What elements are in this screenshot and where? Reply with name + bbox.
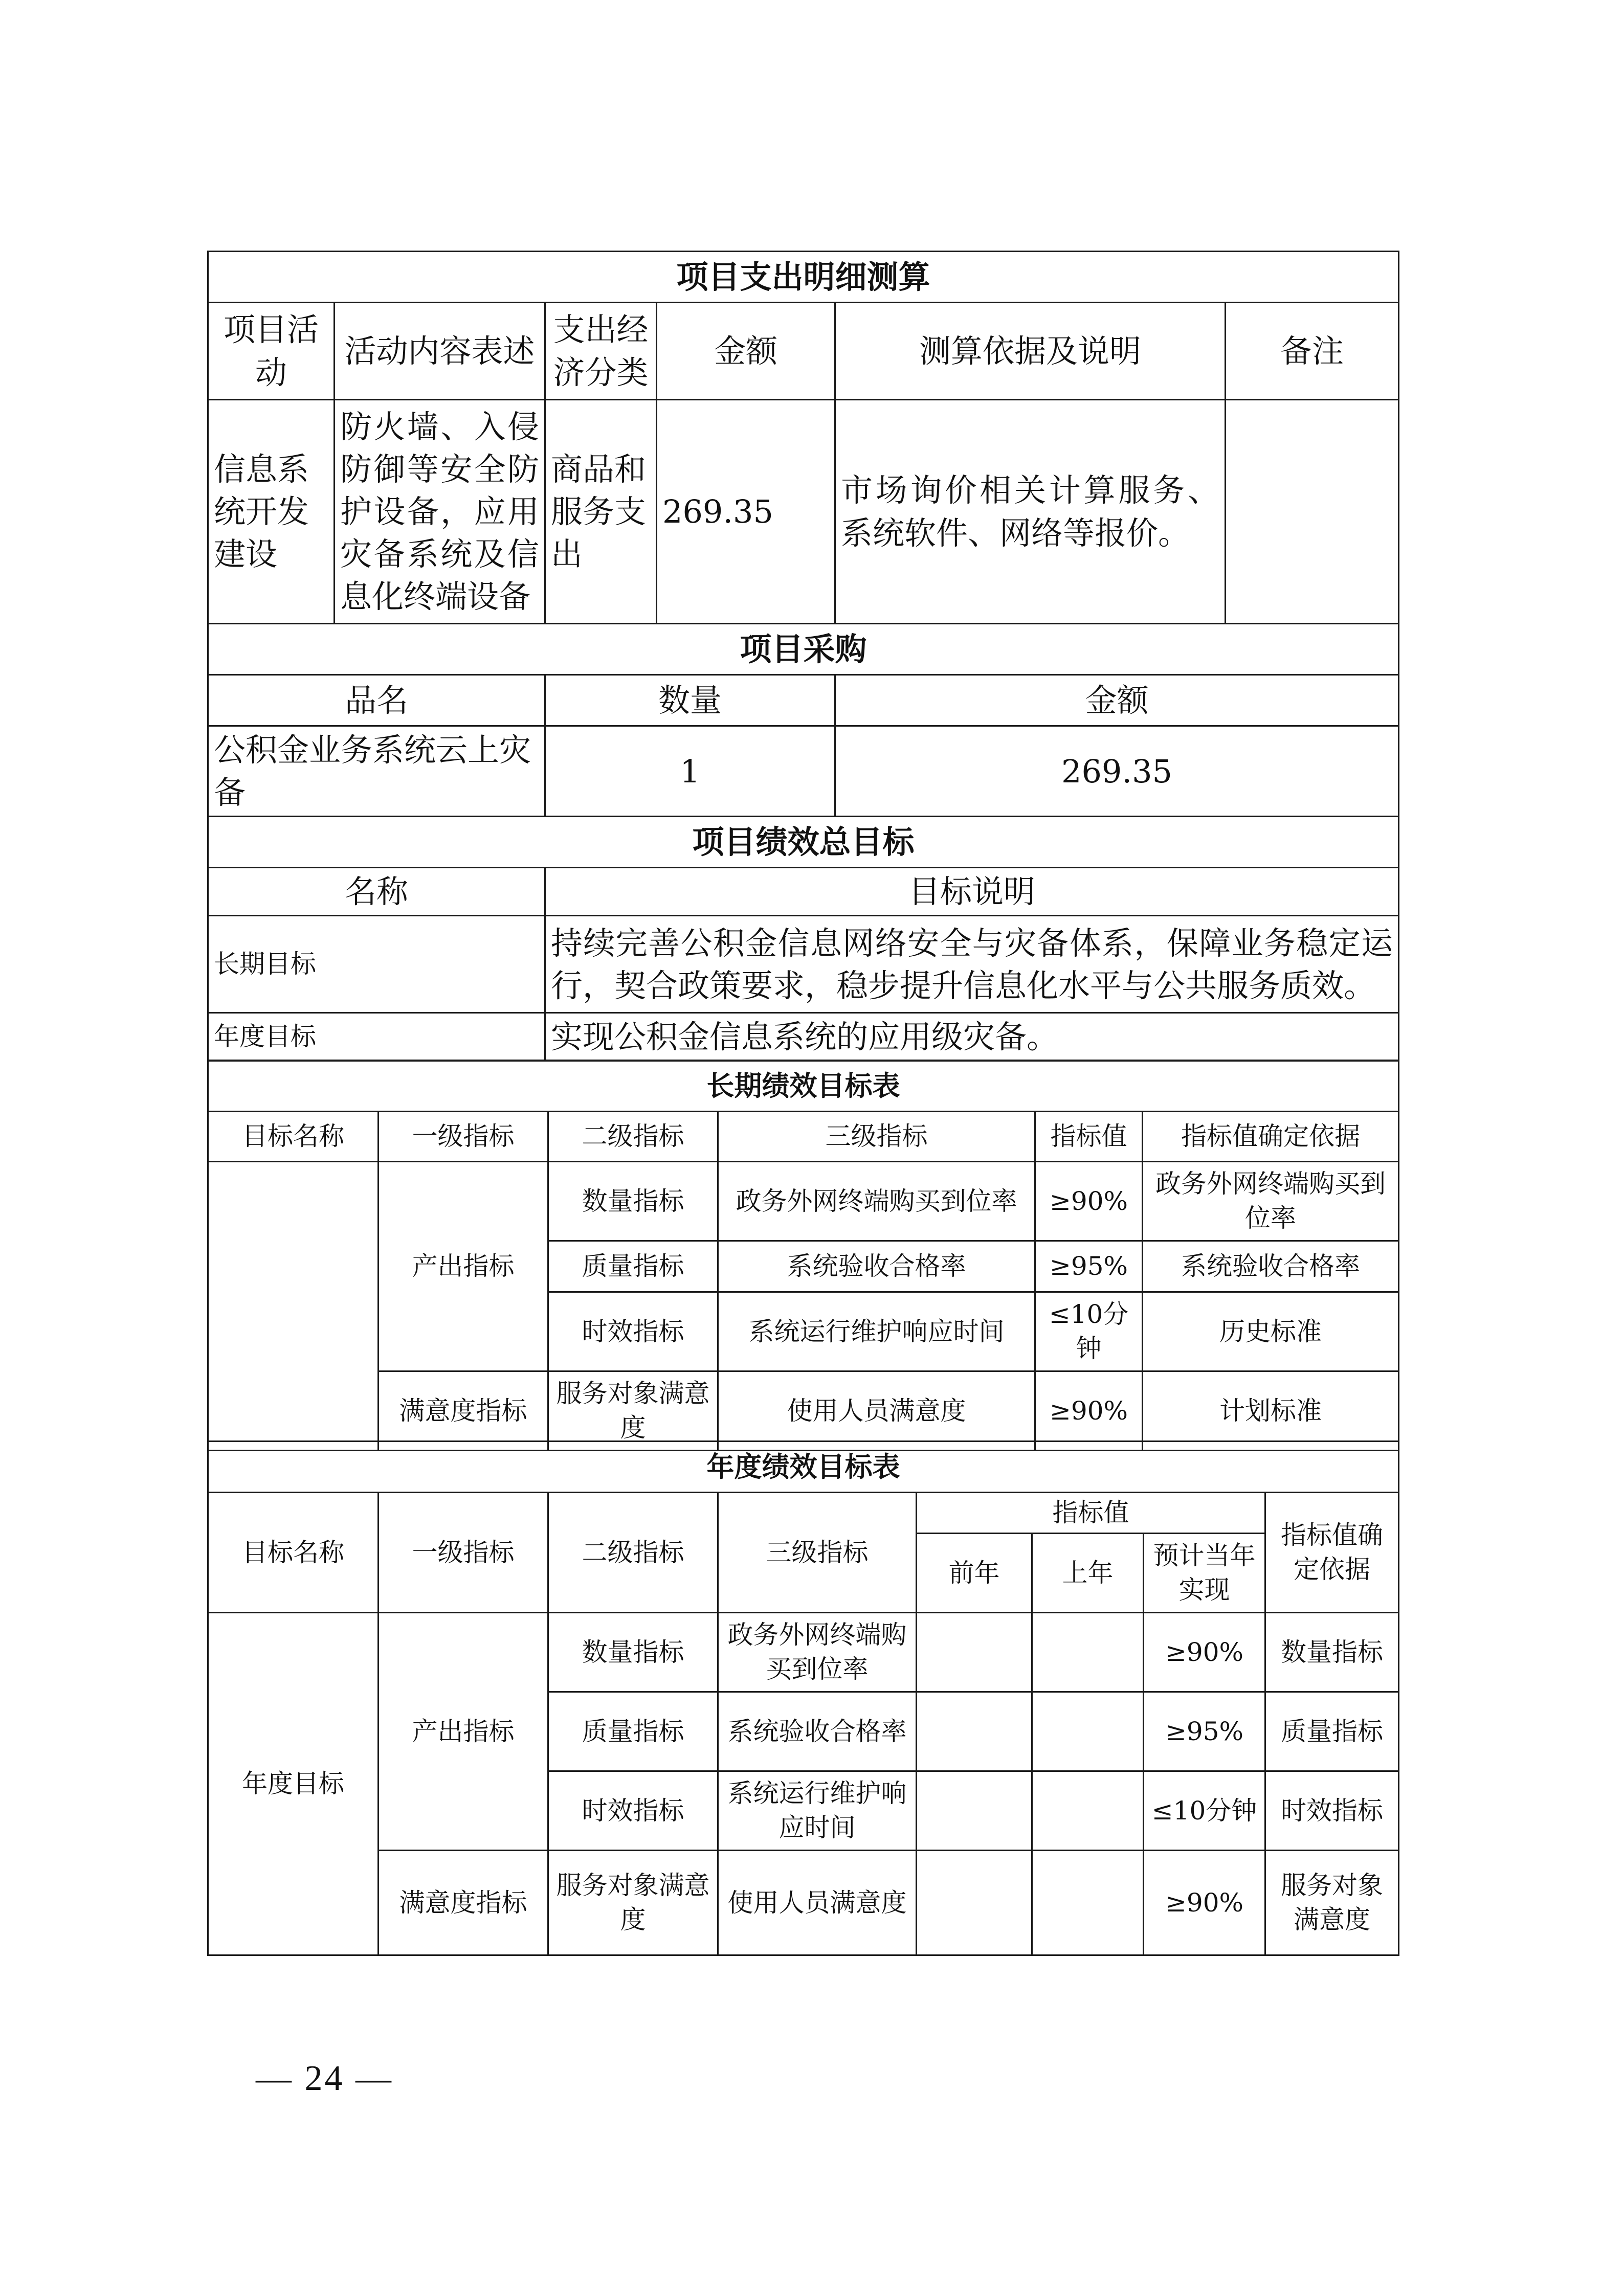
- header-content: 活动内容表述: [335, 303, 545, 400]
- an-prev: [917, 1692, 1032, 1771]
- lt-basis: 系统验收合格率: [1143, 1241, 1399, 1292]
- lt-goal-name: [208, 1162, 379, 1451]
- procurement-section-title: 项目采购: [208, 624, 1399, 675]
- header-item: 品名: [208, 675, 545, 726]
- procurement-item: 公积金业务系统云上灾备: [208, 726, 545, 817]
- budget-activity: 信息系统开发建设: [208, 400, 335, 624]
- annual-performance-table: [207, 1440, 1399, 1956]
- lt-level3: 使用人员满意度: [718, 1371, 1035, 1451]
- header-amount: 金额: [657, 303, 835, 400]
- an-level2: 服务对象满意度: [548, 1851, 718, 1955]
- an-header-prev-year: 前年: [917, 1534, 1032, 1613]
- page-number: — 24 —: [256, 2059, 393, 2098]
- an-last: [1032, 1613, 1144, 1692]
- long-term-goal-label: 长期目标: [208, 916, 545, 1013]
- an-header-last-year: 上年: [1032, 1534, 1144, 1613]
- lt-header-level2: 二级指标: [548, 1112, 718, 1162]
- lt-header-level1: 一级指标: [379, 1112, 548, 1162]
- an-goal-name: 年度目标: [208, 1613, 379, 1955]
- an-basis: 时效指标: [1265, 1771, 1399, 1851]
- an-header-level3: 三级指标: [718, 1493, 917, 1613]
- lt-basis: 历史标准: [1143, 1292, 1399, 1371]
- an-expected: ≥90%: [1144, 1613, 1265, 1692]
- lt-header-goal-name: 目标名称: [208, 1112, 379, 1162]
- an-level2: 时效指标: [548, 1771, 718, 1851]
- lt-header-basis: 指标值确定依据: [1143, 1112, 1399, 1162]
- lt-level3: 系统验收合格率: [718, 1241, 1035, 1292]
- budget-amount: 269.35: [657, 400, 835, 624]
- procurement-quantity: 1: [545, 726, 835, 817]
- lt-value: ≤10分钟: [1035, 1292, 1143, 1371]
- lt-basis: 政务外网终端购买到位率: [1143, 1162, 1399, 1241]
- an-header-level2: 二级指标: [548, 1493, 718, 1613]
- lt-level3: 系统运行维护响应时间: [718, 1292, 1035, 1371]
- lt-value: ≥90%: [1035, 1371, 1143, 1451]
- an-level2: 质量指标: [548, 1692, 718, 1771]
- annual-section-title: 年度绩效目标表: [208, 1442, 1399, 1493]
- lt-satisfaction-label: 满意度指标: [379, 1371, 548, 1451]
- long-term-performance-table: [207, 1060, 1399, 1451]
- an-prev: [917, 1771, 1032, 1851]
- an-header-level1: 一级指标: [379, 1493, 548, 1613]
- annual-goal-desc: 实现公积金信息系统的应用级灾备。: [545, 1013, 1399, 1061]
- an-header-value-group: 指标值: [917, 1493, 1265, 1534]
- an-header-basis: 指标值确定依据: [1265, 1493, 1399, 1613]
- header-goal-name: 名称: [208, 868, 545, 916]
- lt-basis: 计划标准: [1143, 1371, 1399, 1451]
- an-basis: 服务对象满意度: [1265, 1851, 1399, 1955]
- an-last: [1032, 1851, 1144, 1955]
- header-basis: 测算依据及说明: [835, 303, 1226, 400]
- budget-content: 防火墙、入侵防御等安全防护设备，应用灾备系统及信息化终端设备: [335, 400, 545, 624]
- header-proc-amount: 金额: [835, 675, 1399, 726]
- header-quantity: 数量: [545, 675, 835, 726]
- lt-header-value: 指标值: [1035, 1112, 1143, 1162]
- an-basis: 质量指标: [1265, 1692, 1399, 1771]
- an-level3: 使用人员满意度: [718, 1851, 917, 1955]
- lt-header-level3: 三级指标: [718, 1112, 1035, 1162]
- lt-level3: 政务外网终端购买到位率: [718, 1162, 1035, 1241]
- lt-level2: 数量指标: [548, 1162, 718, 1241]
- overall-goal-section-title: 项目绩效总目标: [208, 817, 1399, 868]
- an-expected: ≥95%: [1144, 1692, 1265, 1771]
- budget-basis: 市场询价相关计算服务、系统软件、网络等报价。: [835, 400, 1226, 624]
- budget-remark: [1226, 400, 1399, 624]
- budget-section-title: 项目支出明细测算: [208, 252, 1399, 303]
- long-term-section-title: 长期绩效目标表: [208, 1061, 1399, 1112]
- an-basis: 数量指标: [1265, 1613, 1399, 1692]
- an-level3: 系统运行维护响应时间: [718, 1771, 917, 1851]
- an-expected: ≤10分钟: [1144, 1771, 1265, 1851]
- an-satisfaction-label: 满意度指标: [379, 1851, 548, 1955]
- an-output-label: 产出指标: [379, 1613, 548, 1851]
- an-prev: [917, 1613, 1032, 1692]
- header-goal-desc: 目标说明: [545, 868, 1399, 916]
- lt-level2: 服务对象满意度: [548, 1371, 718, 1451]
- budget-econ-class: 商品和服务支出: [545, 400, 657, 624]
- header-econ-class: 支出经济分类: [545, 303, 657, 400]
- header-activity: 项目活动: [208, 303, 335, 400]
- header-remark: 备注: [1226, 303, 1399, 400]
- lt-value: ≥95%: [1035, 1241, 1143, 1292]
- budget-table: [207, 251, 1399, 1062]
- an-last: [1032, 1692, 1144, 1771]
- an-level3: 政务外网终端购买到位率: [718, 1613, 917, 1692]
- long-term-goal-desc: 持续完善公积金信息网络安全与灾备体系，保障业务稳定运行，契合政策要求，稳步提升信息化水平与公共服务质效。: [545, 916, 1399, 1013]
- an-expected: ≥90%: [1144, 1851, 1265, 1955]
- an-last: [1032, 1771, 1144, 1851]
- lt-output-label: 产出指标: [379, 1162, 548, 1371]
- lt-value: ≥90%: [1035, 1162, 1143, 1241]
- procurement-amount: 269.35: [835, 726, 1399, 817]
- an-header-expected: 预计当年实现: [1144, 1534, 1265, 1613]
- an-header-goal-name: 目标名称: [208, 1493, 379, 1613]
- an-prev: [917, 1851, 1032, 1955]
- lt-level2: 时效指标: [548, 1292, 718, 1371]
- lt-level2: 质量指标: [548, 1241, 718, 1292]
- an-level3: 系统验收合格率: [718, 1692, 917, 1771]
- annual-goal-label: 年度目标: [208, 1013, 545, 1061]
- an-level2: 数量指标: [548, 1613, 718, 1692]
